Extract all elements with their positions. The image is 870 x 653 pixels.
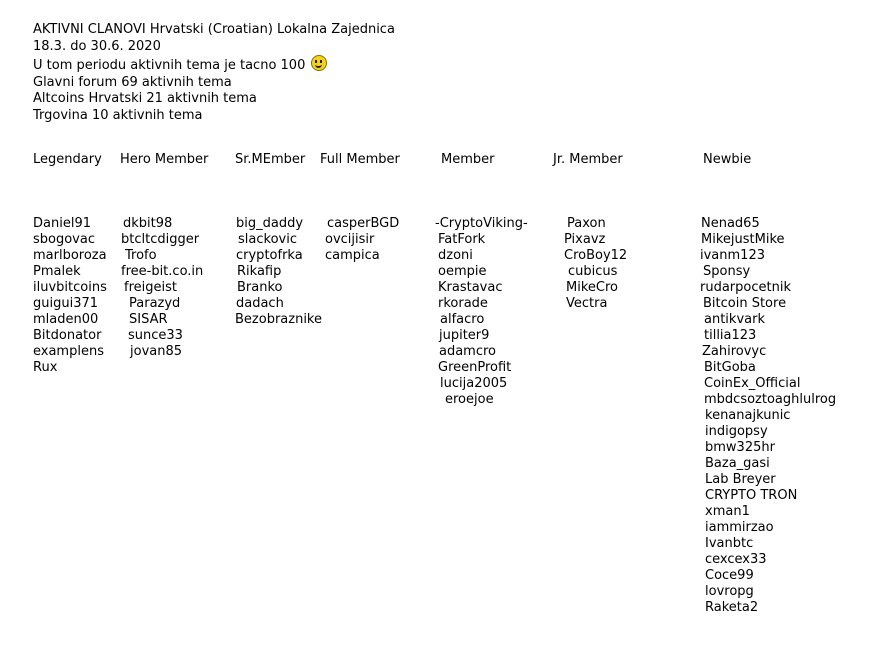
member-name: indigopsy	[705, 424, 768, 439]
member-name: sunce33	[128, 328, 183, 343]
total-line	[33, 55, 395, 75]
rank-header-sr: Sr.MEmber	[235, 152, 306, 167]
member-name: MikejustMike	[701, 232, 785, 247]
member-name: cexcex33	[705, 552, 767, 567]
jr-list	[564, 216, 627, 312]
member-name: Baza_gasi	[705, 456, 770, 471]
member-name: marlboroza	[33, 248, 107, 263]
member-name: Ivanbtc	[705, 536, 754, 551]
member-name: iammirzao	[705, 520, 774, 535]
member-name: alfacro	[440, 312, 485, 327]
member-name: CroBoy12	[564, 248, 628, 263]
member-name: Parazyd	[129, 296, 181, 311]
member-name: Paxon	[567, 216, 606, 231]
member-name: cubicus	[568, 264, 618, 279]
member-name: xman1	[705, 504, 750, 519]
member-name: dadach	[236, 296, 284, 311]
member-name: Rikafip	[237, 264, 282, 279]
member-name: Rux	[33, 360, 58, 375]
member-name: Krastavac	[438, 280, 503, 295]
member-name: CoinEx_Official	[704, 376, 801, 391]
smiley-icon	[311, 55, 327, 71]
member-name: Pmalek	[33, 264, 81, 279]
member-name: ovcijisir	[325, 232, 375, 247]
member-name: jovan85	[130, 344, 183, 359]
trade-line: Trgovina 10 aktivnih tema	[33, 107, 203, 123]
post-title: AKTIVNI CLANOVI Hrvatski (Croatian) Lokalna Zajednica	[33, 22, 395, 37]
member-name: lucija2005	[440, 376, 508, 391]
member-name: freigeist	[124, 280, 177, 295]
member-name: kenanajkunic	[705, 408, 791, 423]
hero-list	[121, 216, 203, 360]
member-name: iluvbitcoins	[33, 280, 107, 295]
member-name: BitGoba	[704, 360, 756, 375]
member-name: oempie	[438, 264, 487, 279]
post-header	[33, 22, 395, 124]
member-list	[435, 216, 528, 408]
sr-list	[235, 216, 322, 328]
legendary-list	[33, 216, 107, 376]
member-name: MikeCro	[566, 280, 618, 295]
member-name: Trofo	[125, 248, 157, 263]
member-name: slackovic	[238, 232, 297, 247]
rank-header-hero: Hero Member	[120, 152, 209, 167]
member-name: SISAR	[129, 312, 168, 327]
member-name: antikvark	[704, 312, 765, 327]
member-name: big_daddy	[236, 216, 304, 231]
member-name: free-bit.co.in	[121, 264, 204, 279]
full-list	[325, 216, 399, 264]
member-name: Daniel91	[33, 216, 91, 231]
member-name: btcltcdigger	[121, 232, 200, 247]
member-name: campica	[325, 248, 380, 263]
member-name: adamcro	[439, 344, 497, 359]
member-name: cryptofrka	[236, 248, 303, 263]
member-name: casperBGD	[327, 216, 400, 231]
member-name: Nenad65	[701, 216, 760, 231]
altcoins-line: Altcoins Hrvatski 21 aktivnih tema	[33, 91, 257, 106]
rank-header-full: Full Member	[320, 152, 400, 167]
member-name: Pixavz	[564, 232, 606, 247]
period-line: 18.3. do 30.6. 2020	[33, 38, 161, 54]
member-name: Bitdonator	[33, 328, 102, 343]
member-name: Coce99	[705, 568, 754, 583]
member-name: examplens	[33, 344, 104, 359]
member-name: CRYPTO TRON	[705, 488, 798, 503]
member-name: dzoni	[438, 248, 473, 263]
rank-header-newbie: Newbie	[703, 152, 752, 167]
member-name: -CryptoViking-	[435, 216, 528, 231]
newbie-list	[700, 216, 836, 616]
member-name: tillia123	[704, 328, 757, 343]
member-name: Lab Breyer	[705, 472, 776, 487]
member-name: guigui371	[33, 296, 99, 311]
member-name: Branko	[237, 280, 283, 295]
member-name: Bitcoin Store	[703, 296, 787, 311]
rank-header-member: Member	[441, 152, 495, 167]
total-text: U tom periodu aktivnih tema je tacno 100	[33, 58, 306, 73]
member-name: GreenProfit	[438, 360, 512, 375]
member-name: dkbit98	[123, 216, 173, 231]
main-forum-line: Glavni forum 69 aktivnih tema	[33, 74, 232, 90]
member-name: rkorade	[438, 296, 488, 311]
member-name: Zahirovyc	[702, 344, 767, 359]
member-name: Raketa2	[705, 600, 759, 615]
member-name: sbogovac	[33, 232, 95, 247]
member-name: Vectra	[566, 296, 608, 311]
rank-header-jr: Jr. Member	[553, 152, 623, 167]
rank-header-legendary: Legendary	[33, 152, 102, 167]
member-name: rudarpocetnik	[700, 280, 791, 295]
member-name: eroejoe	[445, 392, 494, 407]
member-name: bmw325hr	[705, 440, 775, 455]
member-name: Sponsy	[703, 264, 751, 279]
member-name: mbdcsoztoaghlulrog	[704, 392, 837, 407]
member-name: mladen00	[33, 312, 99, 327]
member-name: ivanm123	[700, 248, 765, 263]
member-name: Bezobraznike	[235, 312, 322, 327]
member-name: FatFork	[438, 232, 486, 247]
member-name: jupiter9	[439, 328, 490, 343]
member-name: lovropg	[705, 584, 754, 599]
